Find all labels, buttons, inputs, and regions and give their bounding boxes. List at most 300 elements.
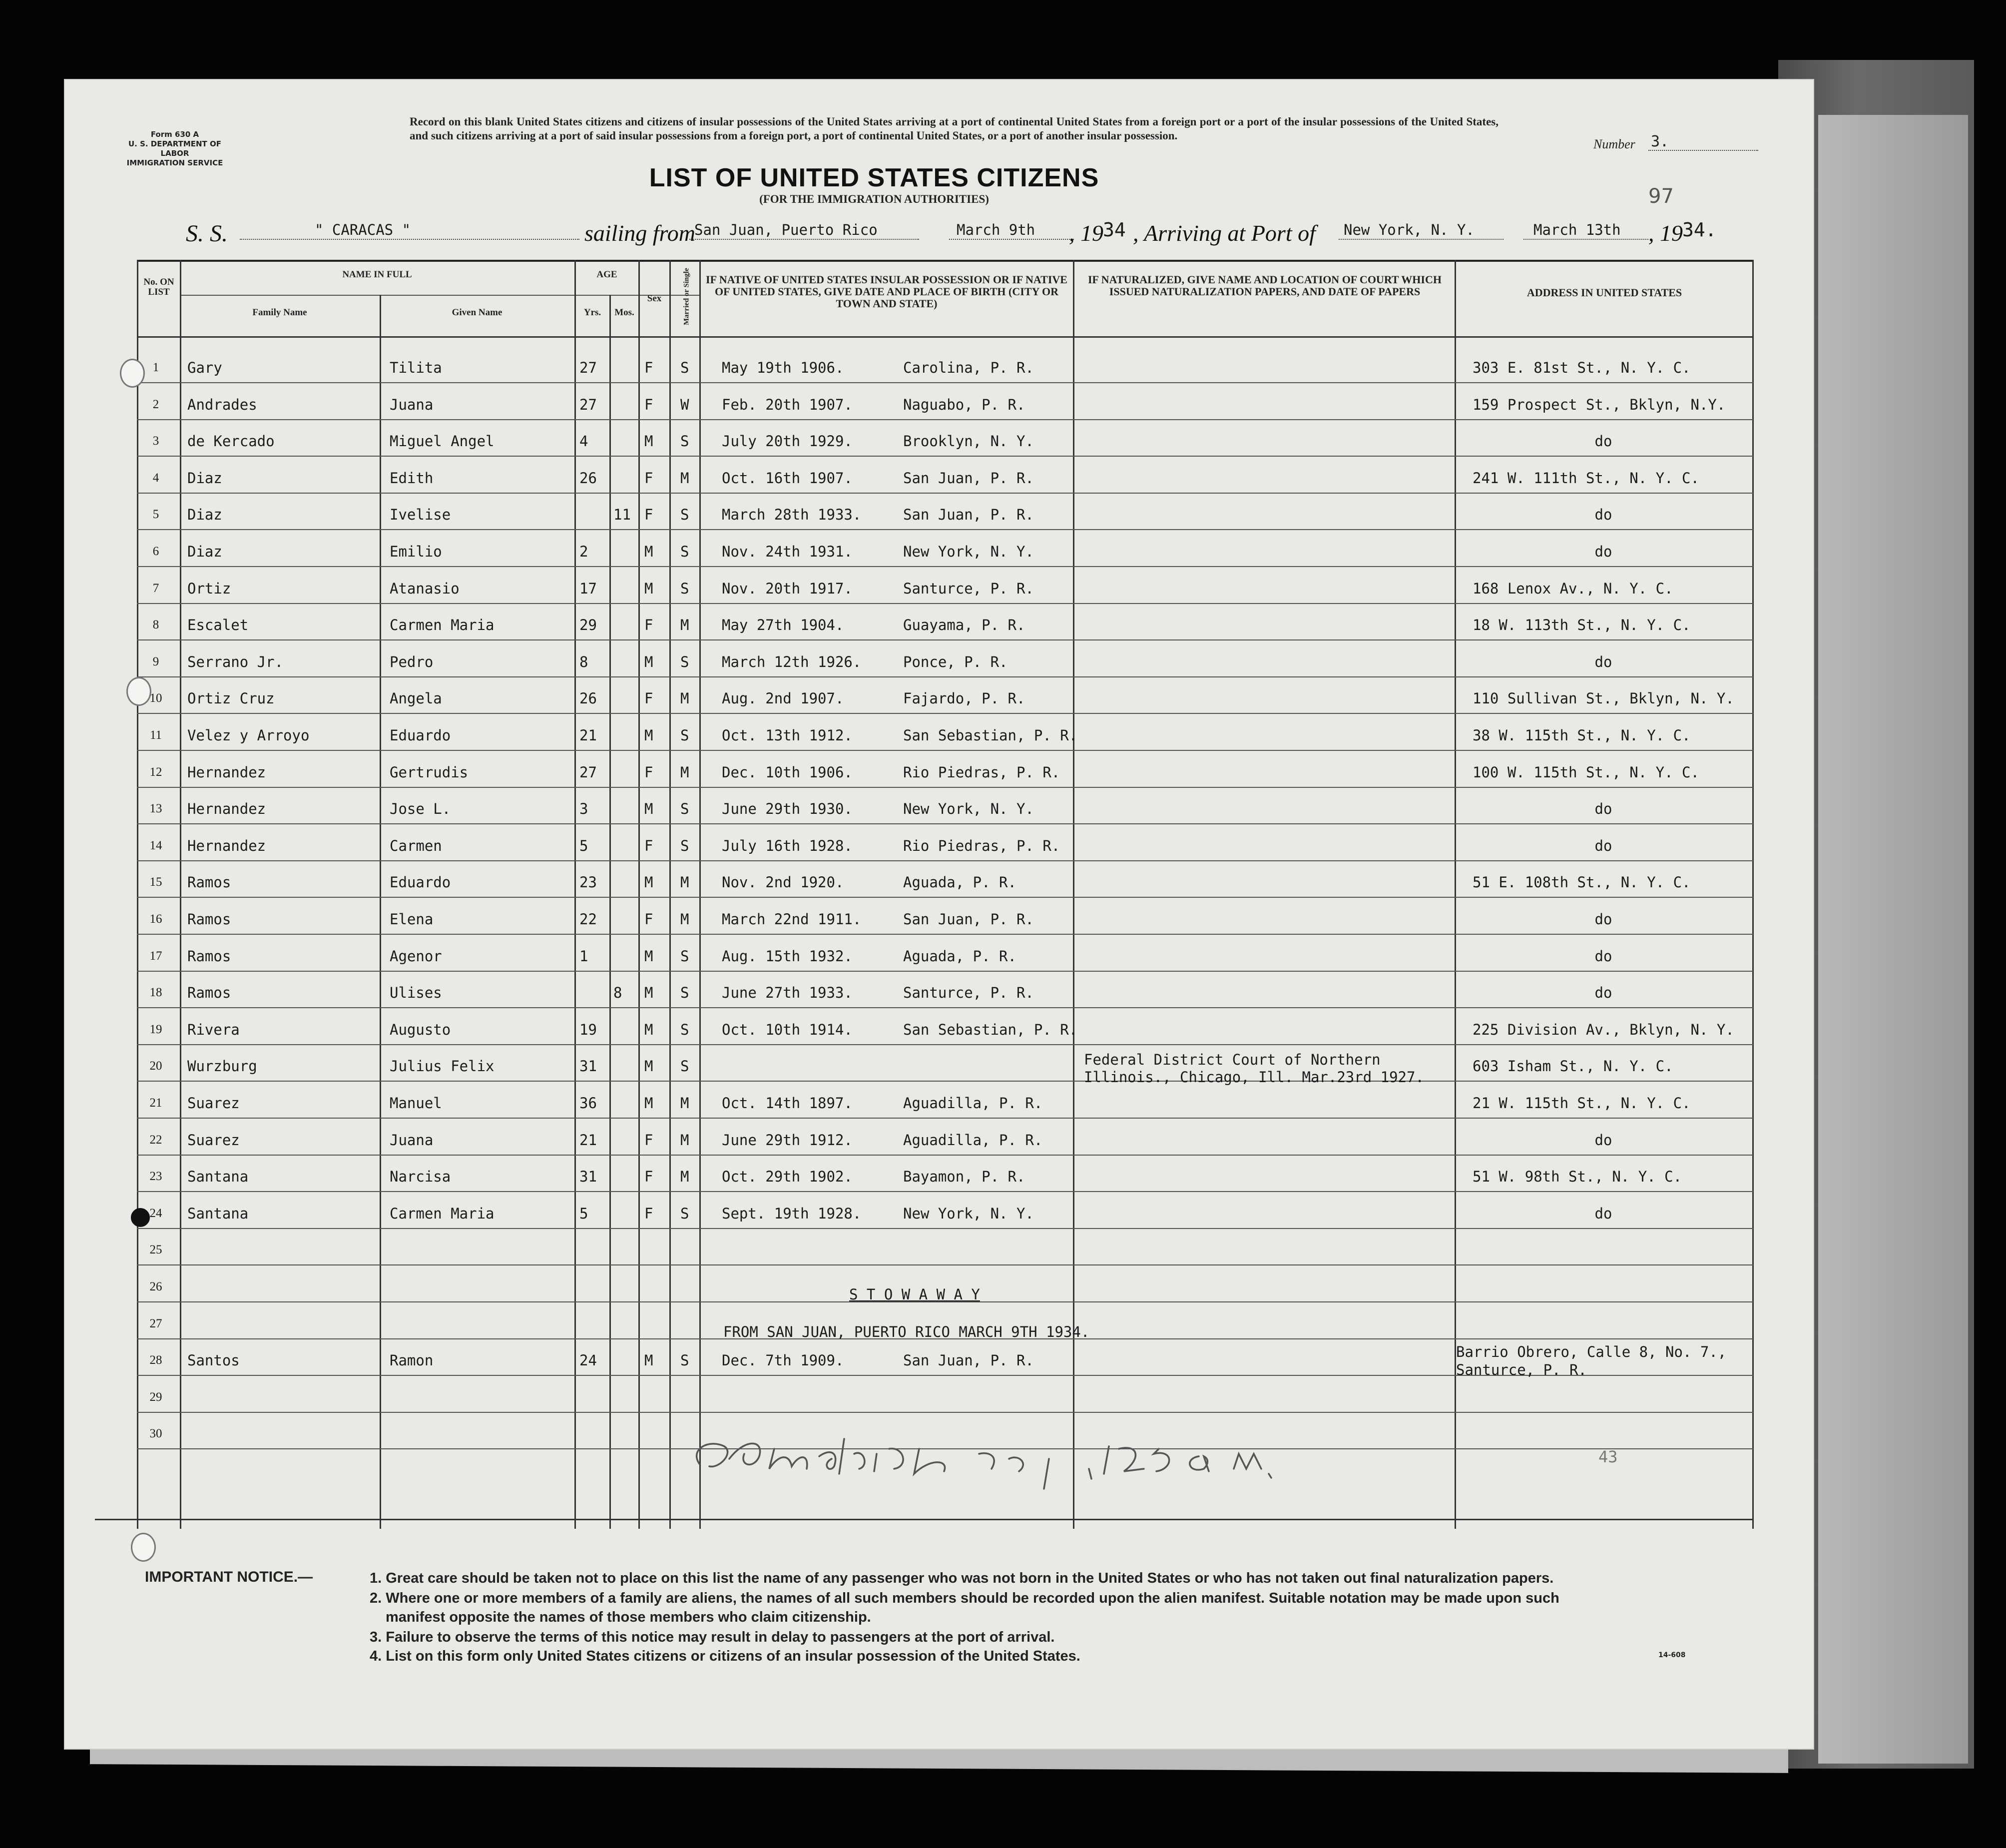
cell-address: 225 Division Av., Bklyn, N. Y. [1473,1021,1734,1038]
row-rule [137,1155,1753,1156]
cell-no: 28 [149,1353,162,1367]
cell-yrs: 21 [579,727,597,744]
cell-no: 3 [152,434,159,448]
cell-yrs: 26 [579,690,597,707]
cell-no: 4 [152,471,159,485]
cell-sex: M [644,947,653,965]
row-rule [137,971,1753,972]
cell-ms: W [680,396,689,413]
cell-given: Miguel Angel [390,433,495,450]
cell-family: Suarez [187,1095,240,1112]
cell-given: Edith [390,469,434,487]
cell-no: 9 [152,654,159,668]
cell-ms: S [680,984,689,1002]
sailing-label: sailing from [584,220,695,246]
cell-ms: S [680,800,689,818]
header-naturalized: IF NATURALIZED, GIVE NAME AND LOCATION OF COURT WHICH ISSUED NATURALIZATION PAPERS, AND DATE OF PAPERS [1088,273,1442,298]
stowaway-heading: S T O W A W A Y [849,1286,980,1303]
row-rule [137,1228,1753,1229]
row-rule [137,934,1753,935]
cell-family: Diaz [187,469,222,487]
cell-date: March 12th 1926. [722,653,862,670]
row-rule [137,1081,1753,1082]
cell-yrs: 24 [579,1352,597,1369]
cell-no: 23 [149,1170,162,1184]
cell-family: Wurzburg [187,1058,257,1075]
cell-ms: M [680,1095,689,1112]
cell-sex: M [644,800,653,818]
cell-given: Carmen [390,837,442,854]
cell-no: 22 [149,1133,162,1147]
cell-given: Narcisa [390,1168,451,1186]
name-age-subrule [180,295,699,296]
cell-address: do [1594,947,1612,965]
from-port: San Juan, Puerto Rico [694,221,878,238]
form-id-line: Form 630 A [150,130,199,139]
cell-sex: M [644,1058,653,1075]
row-rule [137,676,1753,677]
arrival-date: March 13th [1533,221,1621,238]
cell-family: Velez y Arroyo [187,727,310,744]
row-rule [137,419,1753,420]
cell-yrs: 3 [579,800,588,818]
cell-yrs: 5 [579,1205,588,1222]
cell-given: Elena [390,911,434,928]
cell-family: Santos [187,1352,240,1369]
cell-date: Dec. 7th 1909. [722,1352,844,1369]
cell-given: Gertrudis [390,763,469,781]
cell-address: 241 W. 111th St., N. Y. C. [1473,469,1699,487]
cell-yrs: 2 [579,543,588,560]
row-rule [137,382,1753,383]
cell-sex: F [644,396,653,413]
row-rule [137,787,1753,788]
cell-place: Naguabo, P. R. [903,396,1025,413]
santos-address-line2: Santurce, P. R. [1456,1361,1587,1378]
number-label: Number [1593,137,1635,151]
cell-given: Augusto [390,1021,451,1038]
cell-address: 159 Prospect St., Bklyn, N.Y. [1473,396,1726,413]
cell-date: Oct. 14th 1897. [722,1095,853,1112]
cell-date: June 29th 1930. [722,800,853,818]
cell-address: do [1594,800,1612,818]
cell-date: Nov. 20th 1917. [722,580,853,597]
cell-address: do [1594,911,1612,928]
arriving-label: , Arriving at Port of [1133,220,1316,246]
header-age: AGE [596,269,617,280]
cell-sex: M [644,433,653,450]
cell-no: 16 [149,912,162,926]
cell-sex: M [644,1095,653,1112]
cell-yrs: 36 [579,1095,597,1112]
cell-given: Juana [390,396,434,413]
cell-family: Hernandez [187,763,266,781]
sail-year-prefix: , 19 [1069,220,1103,246]
cell-given: Pedro [390,653,434,670]
cell-sex: F [644,837,653,854]
cell-place: Santurce, P. R. [903,580,1034,597]
arrival-year: 34. [1682,219,1717,241]
cell-given: Tilita [390,359,442,376]
cell-address: do [1594,433,1612,450]
arrival-date-underline [1523,239,1648,240]
cell-date: Oct. 29th 1902. [722,1168,853,1186]
cell-family: Diaz [187,543,222,560]
cell-no: 13 [149,802,162,816]
cell-yrs: 31 [579,1058,597,1075]
cell-date: Aug. 2nd 1907. [722,690,844,707]
cell-ms: M [680,469,689,487]
arrival-year-prefix: , 19 [1648,220,1683,246]
cell-family: Santana [187,1168,249,1186]
sail-year: 34 [1103,219,1126,241]
header-address: ADDRESS IN UNITED STATES [1526,286,1682,299]
cell-no: 29 [149,1390,162,1404]
form-id-line: U. S. DEPARTMENT OF LABOR [128,139,222,158]
santos-address-line1: Barrio Obrero, Calle 8, No. 7., [1456,1343,1727,1360]
cell-ms: S [680,506,689,524]
cell-sex: F [644,1168,653,1186]
cell-date: June 27th 1933. [722,984,853,1002]
cell-address: 603 Isham St., N. Y. C. [1473,1058,1673,1075]
arrival-port-underline [1339,239,1504,240]
punch-hole-dark [131,1208,150,1227]
header-family-name: Family Name [252,307,307,318]
row-rule [137,750,1753,751]
sail-date: March 9th [957,221,1035,238]
inspector-signature [679,1419,1339,1494]
notice-lead: IMPORTANT NOTICE.— [145,1569,313,1585]
cell-no: 1 [152,361,159,374]
cell-no: 12 [149,765,162,779]
cell-address: 51 W. 98th St., N. Y. C. [1473,1168,1682,1186]
cell-place: New York, N. Y. [903,543,1034,560]
ship-underline [240,239,579,240]
cell-no: 17 [149,949,162,963]
cell-no: 30 [149,1427,162,1441]
row-rule [137,1191,1753,1192]
sail-date-underline [949,239,1074,240]
header-married-or-single: Married or Single [682,268,691,325]
cell-family: Hernandez [187,800,266,818]
cell-date: June 29th 1912. [722,1131,853,1149]
arrival-port: New York, N. Y. [1344,221,1475,238]
cell-family: Suarez [187,1131,240,1149]
cell-family: Ramos [187,874,231,891]
row-rule [137,713,1753,714]
cell-yrs: 8 [579,653,588,670]
cell-place: New York, N. Y. [903,800,1034,818]
cell-place: Brooklyn, N. Y. [903,433,1034,450]
header-birth: IF NATIVE OF UNITED STATES INSULAR POSSESSION OR IF NATIVE OF UNITED STATES, GIVE DATE AND PLACE OF BIRTH (CITY OR TOWN AND STATE) [706,273,1067,310]
form-id [125,130,225,168]
cell-family: Gary [187,359,222,376]
page-title: LIST OF UNITED STATES CITIZENS [649,163,1099,192]
cell-address: do [1594,543,1612,560]
cell-given: Ramon [390,1352,434,1369]
cell-ms: S [680,1205,689,1222]
cell-date: May 19th 1906. [722,359,844,376]
cell-given: Juana [390,1131,434,1149]
corner-stamp-number: 43 [1598,1447,1618,1466]
row-rule [137,1412,1753,1413]
cell-place: Rio Piedras, P. R. [903,837,1060,854]
cell-no: 24 [149,1206,162,1220]
cell-ms: S [680,1352,689,1369]
instruction-text: Record on this blank United States citizens and citizens of insular possessions of the United States arriving at a port of continental United States from a foreign port or a port of the insular possessions of the United States, and such citizens arriving at a port of said insular possessions from a foreign port, a port of continental United States, or a port of another insular possession. [410,115,1499,142]
form-id-line: IMMIGRATION SERVICE [126,158,223,167]
cell-family: Ortiz [187,580,231,597]
cell-ms: S [680,543,689,560]
cell-given: Jose L. [390,800,451,818]
header-sex: Sex [647,293,662,304]
cell-sex: M [644,653,653,670]
cell-place: Fajardo, P. R. [903,690,1025,707]
row-rule [137,1264,1753,1265]
row-rule [137,1007,1753,1008]
naturalization-note-line1: Federal District Court of Northern [1084,1051,1381,1068]
table-top-rule [137,260,1753,262]
cell-no: 6 [152,545,159,558]
number-value: 3. [1651,133,1669,150]
cell-sex: M [644,543,653,560]
cell-no: 25 [149,1243,162,1257]
cell-no: 20 [149,1059,162,1073]
cell-family: Ramos [187,984,231,1002]
cell-given: Carmen Maria [390,1205,495,1222]
cell-family: Andrades [187,396,257,413]
cell-yrs: 27 [579,763,597,781]
notice-item-2-cont: manifest opposite the names of those members who claim citizenship. [386,1609,871,1625]
form-stub-number: 14-608 [1658,1651,1686,1659]
cell-date: Feb. 20th 1907. [722,396,853,413]
cell-given: Julius Felix [390,1058,495,1075]
cell-address: 18 W. 113th St., N. Y. C. [1473,616,1691,634]
cell-yrs: 27 [579,396,597,413]
cell-ms: S [680,727,689,744]
cell-no: 19 [149,1022,162,1036]
table-bottom-rule [95,1519,1753,1520]
cell-place: Aguada, P. R. [903,947,1016,965]
page-subtitle: (FOR THE IMMIGRATION AUTHORITIES) [759,193,989,205]
cell-no: 18 [149,986,162,1000]
cell-date: Oct. 16th 1907. [722,469,853,487]
cell-address: 303 E. 81st St., N. Y. C. [1473,359,1691,376]
cell-yrs: 22 [579,911,597,928]
cell-address: 21 W. 115th St., N. Y. C. [1473,1095,1691,1112]
row-rule [137,493,1753,494]
ship-name: " CARACAS " [315,221,411,238]
cell-given: Angela [390,690,442,707]
cell-no: 21 [149,1096,162,1110]
cell-address: do [1594,984,1612,1002]
cell-place: San Juan, P. R. [903,506,1034,524]
punch-hole [126,677,151,706]
row-rule [137,566,1753,567]
cell-place: Aguadilla, P. R. [903,1095,1043,1112]
cell-family: Ramos [187,911,231,928]
cell-sex: F [644,506,653,524]
cell-ms: S [680,653,689,670]
cell-sex: F [644,359,653,376]
cell-place: Santurce, P. R. [903,984,1034,1002]
cell-place: Aguada, P. R. [903,874,1016,891]
cell-place: San Juan, P. R. [903,911,1034,928]
cell-address: do [1594,506,1612,524]
cell-date: March 22nd 1911. [722,911,862,928]
cell-ms: S [680,1021,689,1038]
cell-date: March 28th 1933. [722,506,862,524]
cell-place: Aguadilla, P. R. [903,1131,1043,1149]
notice-item-2: 2. Where one or more members of a family are aliens, the names of all such members should be recorded upon the alien manifest. Suitable notation may be made upon such [370,1590,1559,1606]
cell-yrs: 1 [579,947,588,965]
cell-given: Carmen Maria [390,616,495,634]
cell-no: 26 [149,1280,162,1293]
cell-sex: F [644,763,653,781]
cell-family: Ramos [187,947,231,965]
cell-sex: F [644,690,653,707]
cell-place: Carolina, P. R. [903,359,1034,376]
ss-label: S. S. [186,220,228,247]
cell-place: San Sebastian, P. R. [903,1021,1078,1038]
cell-date: July 16th 1928. [722,837,853,854]
cell-ms: M [680,1168,689,1186]
cell-place: New York, N. Y. [903,1205,1034,1222]
cell-address: 38 W. 115th St., N. Y. C. [1473,727,1691,744]
cell-place: San Sebastian, P. R. [903,727,1078,744]
cell-address: 51 E. 108th St., N. Y. C. [1473,874,1691,891]
row-rule [137,1044,1753,1045]
cell-no: 8 [152,618,159,632]
cell-ms: S [680,947,689,965]
notice-item-1: 1. Great care should be taken not to place on this list the name of any passenger who was not born in the United States or who has not taken out final naturalization papers. [370,1570,1554,1586]
header-yrs: Yrs. [583,307,601,318]
cell-no: 27 [149,1316,162,1330]
cell-place: Guayama, P. R. [903,616,1025,634]
cell-ms: M [680,874,689,891]
cell-family: Ortiz Cruz [187,690,275,707]
pencil-page-number: 97 [1648,185,1674,208]
cell-sex: M [644,1021,653,1038]
cell-date: July 20th 1929. [722,433,853,450]
cell-place: Ponce, P. R. [903,653,1008,670]
cell-family: Rivera [187,1021,240,1038]
cell-ms: S [680,580,689,597]
cell-date: Oct. 13th 1912. [722,727,853,744]
header-given-name: Given Name [452,307,502,318]
cell-given: Atanasio [390,580,460,597]
cell-date: Aug. 15th 1932. [722,947,853,965]
cell-sex: F [644,911,653,928]
cell-family: de Kercado [187,433,275,450]
col-divider-family [380,295,381,1529]
cell-yrs: 23 [579,874,597,891]
cell-date: Oct. 10th 1914. [722,1021,853,1038]
cell-family: Diaz [187,506,222,524]
cell-given: Manuel [390,1095,442,1112]
cell-ms: S [680,837,689,854]
cell-sex: M [644,580,653,597]
cell-sex: F [644,616,653,634]
cell-yrs: 21 [579,1131,597,1149]
cell-yrs: 27 [579,359,597,376]
cell-date: Dec. 10th 1906. [722,763,853,781]
cell-date: May 27th 1904. [722,616,844,634]
cell-no: 14 [149,838,162,852]
header-name-in-full: NAME IN FULL [342,269,412,280]
cell-yrs: 4 [579,433,588,450]
cell-date: Nov. 2nd 1920. [722,874,844,891]
cell-yrs: 5 [579,837,588,854]
cell-place: Bayamon, P. R. [903,1168,1025,1186]
cell-sex: M [644,1352,653,1369]
row-rule [137,456,1753,457]
cell-family: Serrano Jr. [187,653,284,670]
cell-yrs: 29 [579,616,597,634]
cell-place: Rio Piedras, P. R. [903,763,1060,781]
header-no-on-list: No. ON LIST [143,277,174,297]
cell-yrs: 17 [579,580,597,597]
row-rule [137,603,1753,604]
cell-no: 11 [149,728,162,742]
stowaway-from-line: FROM SAN JUAN, PUERTO RICO MARCH 9TH 1934. [723,1323,1090,1340]
cell-given: Eduardo [390,727,451,744]
header-mos: Mos. [614,307,634,318]
row-rule [137,897,1753,898]
cell-no: 5 [152,508,159,522]
cell-family: Hernandez [187,837,266,854]
cell-mos: 8 [613,984,622,1002]
cell-address: do [1594,653,1612,670]
notice-item-3: 3. Failure to observe the terms of this notice may result in delay to passengers at the port of arrival. [370,1629,1055,1645]
cell-no: 2 [152,397,159,411]
cell-family: Santana [187,1205,249,1222]
cell-given: Ulises [390,984,442,1002]
row-rule [137,1118,1753,1119]
cell-sex: M [644,984,653,1002]
cell-address: 100 W. 115th St., N. Y. C. [1473,763,1699,781]
from-port-underline [689,239,919,240]
cell-sex: F [644,1131,653,1149]
cell-given: Emilio [390,543,442,560]
punch-hole [120,359,145,388]
cell-ms: M [680,911,689,928]
cell-address: do [1594,837,1612,854]
col-divider-yrs [609,295,611,1529]
cell-ms: M [680,616,689,634]
punch-hole [131,1533,156,1562]
cell-yrs: 26 [579,469,597,487]
back-sheet-light [1818,115,1968,1764]
cell-ms: M [680,1131,689,1149]
cell-ms: S [680,1058,689,1075]
cell-address: do [1594,1131,1612,1149]
cell-sex: M [644,874,653,891]
cell-family: Escalet [187,616,249,634]
cell-yrs: 31 [579,1168,597,1186]
cell-address: do [1594,1205,1612,1222]
cell-no: 15 [149,875,162,889]
cell-yrs: 19 [579,1021,597,1038]
cell-no: 10 [149,691,162,705]
naturalization-note-line2: Illinois., Chicago, Ill. Mar.23rd 1927. [1084,1069,1424,1086]
cell-ms: M [680,690,689,707]
row-rule [137,860,1753,861]
cell-address: 110 Sullivan St., Bklyn, N. Y. [1473,690,1734,707]
cell-place: San Juan, P. R. [903,469,1034,487]
notice-item-4: 4. List on this form only United States citizens or citizens of an insular possession of the United States. [370,1648,1080,1664]
cell-given: Ivelise [390,506,451,524]
